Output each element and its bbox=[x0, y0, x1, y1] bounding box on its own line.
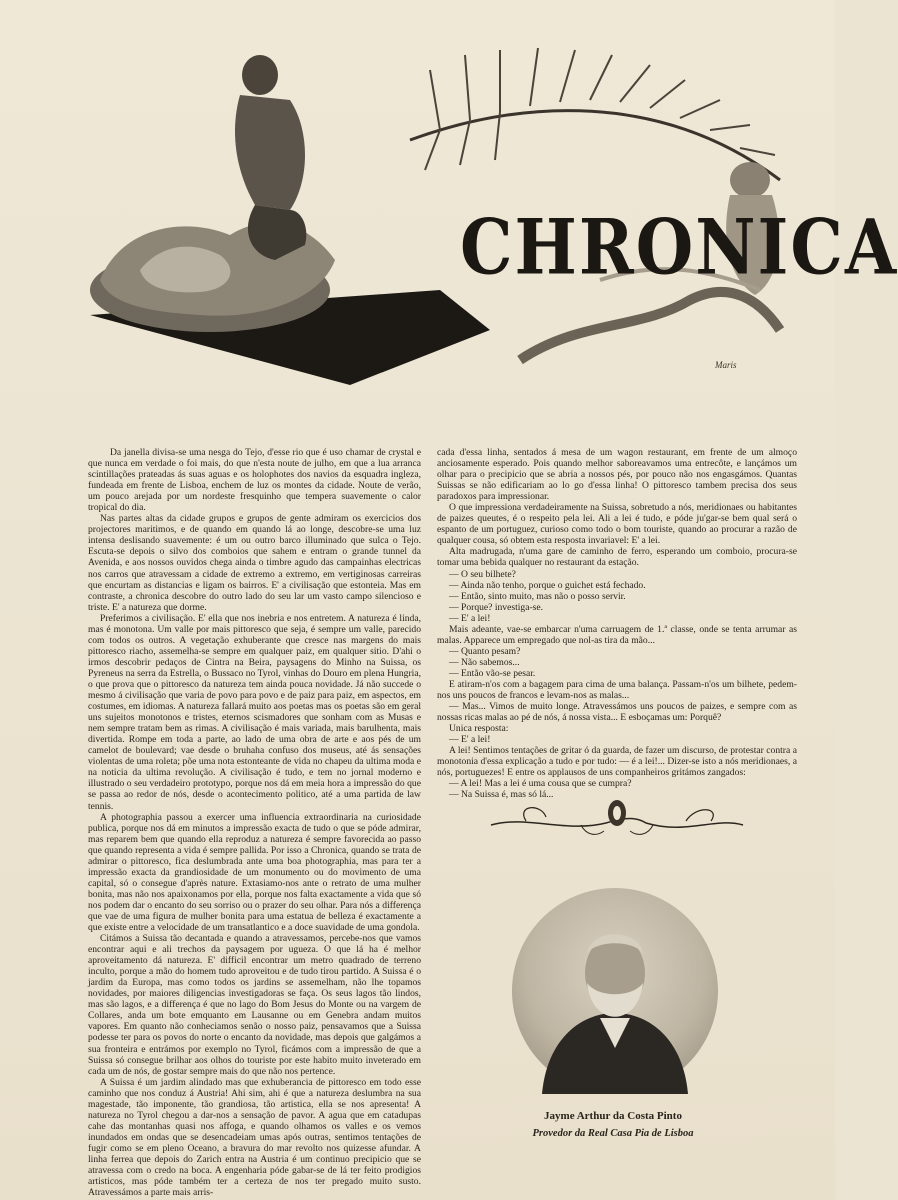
dialogue-line: — E' a lei! bbox=[449, 734, 491, 746]
article-paragraph: Da janella divisa-se uma nesga do Tejo, d'esse rio que é uso chamar de crystal e que nunca em verdade o foi mais, do que n'esta noute de julho, em que a lua arranca scintillações prateadas ás suas aguas e os holophotes dos navios da esquadra ingleza, fundeada em frente de Lisboa, enchem de luz os montes da cidade. Noute de verão, um pouco arejada por um nordeste fresquinho que tempera suavemente o calor tropical do dia. bbox=[88, 447, 421, 514]
dialogue-line: — Quanto pesam? bbox=[449, 645, 521, 657]
article-column-right bbox=[437, 447, 797, 801]
portrait-figure bbox=[512, 888, 718, 1094]
statue-head bbox=[242, 55, 278, 95]
chronica-header-illustration bbox=[60, 30, 898, 430]
dialogue-line: — Porque? investiga-se. bbox=[449, 601, 544, 613]
dialogue-line: — Então, sinto muito, mas não o posso servir. bbox=[449, 590, 626, 602]
portrait-photo bbox=[512, 888, 718, 1094]
article-column-left bbox=[88, 447, 421, 1198]
ribbon-swirl bbox=[520, 292, 780, 360]
article-paragraph: Alta madrugada, n'uma gare de caminho de ferro, esperando um comboio, procura-se tomar uma bebida qualquer no restaurant da estação. bbox=[437, 546, 797, 569]
article-paragraph: Nas partes altas da cidade grupos e grupos de gente admiram os exercicios dos projectores maritimos, e de quando em quando lá ao longe, descobre-se uma luz intensa deslisando suavemente: é um ou outro barco illuminado que sulca o Tejo. Escuta-se depois o silvo dos comboios que sahem e entram o grande tunnel da Avenida, e aos nossos ouvidos chega ainda o timbre agudo das campainhas electricas nos carros que atravessam a cidade de extremo a extremo, em vertiginosas carreiras que encurtam as distancias e ligam os bairros. E' a civilisação que estonteia. Mas em contraste, a chronica descobre do outro lado do seu lar um vasto campo silencioso e triste. E' a natureza que dorme. bbox=[88, 513, 421, 613]
portrait-caption-role: Provedor da Real Casa Pia de Lisboa bbox=[532, 1128, 694, 1139]
palm-leaves bbox=[425, 48, 775, 170]
article-paragraph: A Suissa é um jardim alindado mas que exhuberancia de pittoresco em todo esse caminho que nos conduz á Austria! Ahi sim, ahi é que a natureza deslumbra na sua magestade, tão imponente, tão grandiosa, tão artistica, ella se nos apresenta! A natureza no Tyrol chegou a dar-nos a sensação de pavor. A agua que em catadupas cahe das montanhas quasi nos affoga, e quando olhamos os valles e os vemos inundados em ondas que se desencadeiam umas após outras, sentimos tentações de fugir como se em pleno Oceano, a bravura do mar revolto nos quizesse afundar. A linha ferrea que depois do Zarich entra na Austria é um continuo precipicio que se atravessa com o credo na boca. A engenharia póde gabar-se de lá ter feito prodigios artisticos, mas póde também ter a certeza de nos ter pregado muito susto. Atravessámos a parte mais arris- bbox=[88, 1076, 421, 1199]
cherub-head bbox=[730, 162, 770, 198]
article-paragraph: Unica resposta: bbox=[449, 723, 509, 735]
article-paragraph: Preferimos a civilisação. E' ella que nos inebria e nos entretem. A natureza é linda, mas é monotona. Um valle por mais pittoresco que seja, é sempre um valle, parecido com todos os outros. A vegetação exhuberante que cresce nas margens do mais pittoresco riacho, assemelha-se sempre em qualquer paiz, em qualquer sitio. D'ahi o irmos descobrir pedaços de Cintra na Beira, paysagens do Minho na Suissa, os Pyreneus na serra da Estrella, o Bussaco no Tyrol, vinhas do Douro em plena Hungria, o que prova que o pittoresco da natureza tem ainda pouca novidade. Já não succede o mesmo á civilisação que varia de povo para povo e de paiz para paiz, em aspectos, em costumes, em idiomas. A natureza fallará muito aos poetas mas os poetas são em geral uns sujeitos monotonos e tristes, eternos scismadores que sonham com as Musas e nem sempre tratam bem as rimas. A civilisação é mais variada, mais barulhenta, mais divertida. Rompe em toda a parte, ao lado de uma obra de arte e aos pés de um camelot de boulevard; vae desde o bruhaha confuso dos museus, até ás sensações violentas de uma roleta; põe uma nota estonteante de vida no chapeu da ultima moda e na noticia da ultima revolução. A civilisação é tudo, e tem no jornal moderno e illustrado o seu verdadeiro prototypo, porque nos dá em meia hora a impressão do que se passa ao redor de nós, desde o acontecimento politico, até a uma partida de law tennis. bbox=[88, 612, 421, 812]
article-paragraph: Mais adeante, vae-se embarcar n'uma carruagem de 1.ª classe, onde se tenta arrumar as malas. Apparece um empregado que nol-as tira da mão... bbox=[437, 623, 797, 646]
chronica-title: CHRONICA bbox=[460, 202, 898, 292]
article-paragraph: E atiram-n'os com a bagagem para cima de uma balança. Passam-n'os um bilhete, pedem-nos uns poucos de francos e levam-nos as malas... bbox=[437, 678, 797, 702]
palm-frond-stem bbox=[410, 111, 780, 180]
ornament-flourish bbox=[486, 795, 748, 845]
dialogue-line: — Na Suissa é, mas só lá... bbox=[449, 789, 554, 801]
dialogue-line: — A lei! Mas a lei é uma cousa que se cumpra? bbox=[449, 778, 632, 790]
dialogue-line: — Mas... Vimos de muito longe. Atravessámos uns poucos de paizes, e sempre com as nossas ricas malas ao pé de nós, á nossa vista... E esboçamas um: Porquê? bbox=[437, 701, 797, 724]
dialogue-line: — O seu bilhete? bbox=[449, 568, 516, 580]
dialogue-line: — Não sabemos... bbox=[449, 656, 520, 668]
illustrator-signature: Maris bbox=[715, 360, 737, 370]
article-paragraph: A lei! Sentimos tentações de gritar ó da guarda, de fazer um discurso, de protestar contra a monotonia d'essa explicação a tudo e por tudo: — é a lei!... Dizer-se isto a nós meridionaes, a nós, portuguezes! E entre os applausos de uns companheiros gritámos zangados: bbox=[437, 745, 797, 779]
dialogue-line: — Então vão-se pesar. bbox=[449, 667, 536, 679]
article-paragraph: Citámos a Suissa tão decantada e quando a atravessamos, percebe-nos que vamos encontrar aqui e ali trechos da paysagem por ugueza. O que lá ha é melhor aproveitamento dá natureza. E' difficil encontrar um metro quadrado de terreno inculto, porque a mão do homem tudo aproveitou e de tudo tirou partido. A Suissa é o jardim da Europa, mas como todos os jardins se assemelham, não lhe topamos novidades, por maiores diligencias investigadoras se faça. Os seus lagos tão lindos, mas são lagos, e a differença é que no lago do Bom Jesus do Monte ou na vargem de Collares, anda um bote emquanto em Lausanne ou em Genebra andam muitos vapores. Em quanto não conheciamos senão o nosso paiz, pensavamos que a Suissa podesse ter para os povos do norte o encanto da novidade, mas depois que galgámos a sua fronteira e entrámos por exemplo no Tyrol, ficámos com a impressão de que a Suissa só consegue brilhar aos olhos do touriste por este habito muito inveterado em cada um de nós, de gostar sempre mais do que não nos pertence. bbox=[88, 933, 421, 1077]
article-paragraph: cada d'essa linha, sentados á mesa de um wagon restaurant, em frente de um almoço anciosamente esperado. Pois quando melhor saboreavamos uma entrecôte, e lançámos um olhar para o precipicio que se abria a nossos pés, por pouco não nos engasgámos. Quantas Suissas se não edificariam ao lo go d'essa linha! O pittoresco tambem precisa dos seus paradoxos para impressionar. bbox=[437, 447, 797, 503]
article-paragraph: A photographia passou a exercer uma influencia extraordinaria na curiosidade publica, porque nos dá em minutos a impressão exacta de tudo o que se póde admirar, mas reparem bem que quando ella reproduz a natureza é sempre favorecida ao passo que quando representa a vida é sempre pallida. Por isso a Chronica, quando se trata de admirar o pittoresco, fica deslumbrada ante uma boa photographia, mas para ter a impressão exacta da grandiosidade de um monumento ou do movimento de uma capital, só o consegue d'après nature. Extasiamo-nos ante o retrato de uma mulher bonita, mas não nos apaixonamos por ella, porque nos falta exactamente a vida que só nos podem dar o encanto do seu sorriso ou o prazer do seu olhar. Para nós a differença que vae de uma figura de mulher bonita para uma estatua de belleza é exactamente a que existe entre a velocidade de um transatlantico e a doce suavidade de uma gondola. bbox=[88, 811, 421, 934]
statue-torso bbox=[235, 95, 305, 210]
floral-ornament-divider bbox=[486, 795, 748, 845]
article-paragraph: O que impressiona verdadeiramente na Suissa, sobretudo a nós, meridionaes ou habitantes de paizes queutes, é o respeito pela lei. Ali a lei é tudo, e póde ju'gar-se bem qual será o espanto de um portuguez, curioso como todo o bom touriste, quando ao procurar a razão de qualquer cousa, só obtem esta resposta invariavel: E' a lei. bbox=[437, 502, 797, 547]
portrait-caption-name: Jayme Arthur da Costa Pinto bbox=[544, 1110, 682, 1122]
dialogue-line: — E' a lei! bbox=[449, 612, 491, 624]
dialogue-line: — Ainda não tenho, porque o guichet está fechado. bbox=[449, 579, 646, 591]
